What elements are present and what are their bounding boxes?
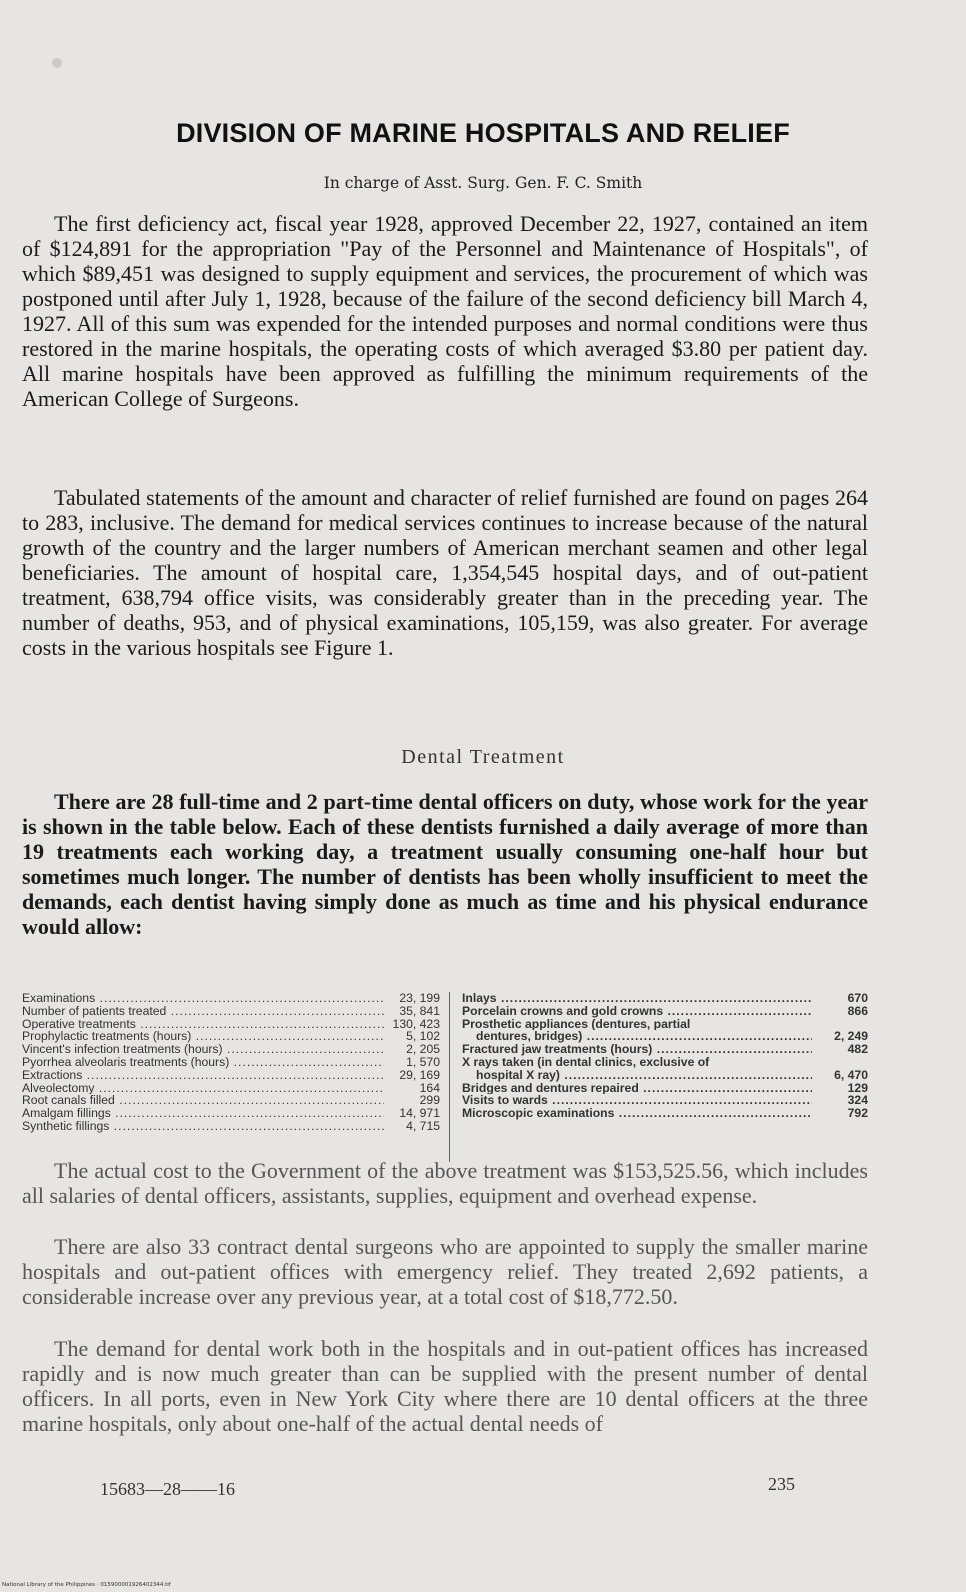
row-label: Bridges and dentures repaired ..... [462, 1082, 812, 1095]
row-label: Vincent's infection treatments (hours) ..... [22, 1043, 384, 1056]
row-value: 164 [419, 1080, 440, 1095]
page-subtitle: In charge of Asst. Surg. Gen. F. C. Smith [323, 174, 643, 192]
paragraph-relief-statistics: Tabulated statements of the amount and character of relief furnished are found on pages 264 to 283, inclusive. The demand for medical services continues to increase because of the natural growth of the country and the larger numbers of American merchant seamen and other legal beneficiaries. The amount of hospital care, 1,354,545 hospital days, and of out-patient treatment, 638,794 office visits, was considerably greater than in the preceding year. The number of deaths, 953, and of physical examinations, 105,159, was also greater. For average costs in the various hospitals see Figure 1. [22, 485, 868, 660]
row-value: 5, 102 [406, 1029, 440, 1044]
table-row [22, 1056, 440, 1069]
row-value: 324 [847, 1093, 868, 1108]
table-row [462, 1043, 868, 1056]
table-row [462, 992, 868, 1005]
paragraph-contract-surgeons: There are also 33 contract dental surgeons who are appointed to supply the smaller marine hospitals and out-patient offices with emergency relief. They treated 2,692 patients, a considerable increase over any previous year, at a total cost of $18,772.50. [22, 1234, 868, 1309]
table-row [462, 1107, 868, 1120]
row-label: Amalgam fillings ..... [22, 1107, 384, 1120]
table-row [22, 992, 440, 1005]
row-label: Root canals filled ..... [22, 1094, 384, 1107]
row-label: Extractions ..... [22, 1069, 384, 1082]
table-row [22, 1107, 440, 1120]
row-label: Fractured jaw treatments (hours) ..... [462, 1043, 812, 1056]
row-label: Alveolectomy ..... [22, 1082, 384, 1095]
row-value: 2, 205 [406, 1042, 440, 1057]
row-label: Prosthetic appliances (dentures, partial [462, 1017, 691, 1031]
table-row [462, 1005, 868, 1018]
paragraph-dental-officers: There are 28 full-time and 2 part-time dental officers on duty, whose work for the year is shown in the table below. Each of these dentists furnished a daily average of more than 19 treatments each working day, a treatment usually consuming one-half hour but sometimes much longer. The number of dentists has been wholly insufficient to meet the demands, each dentist having simply done as much as time and his physical endurance would allow: [22, 789, 868, 939]
row-label: Synthetic fillings ..... [22, 1120, 384, 1133]
row-label: Examinations ..... [22, 992, 384, 1005]
paragraph-deficiency-act: The first deficiency act, fiscal year 1928, approved December 22, 1927, contained an item of $124,891 for the appropriation "Pay of the Personnel and Maintenance of Hospitals", of which $89,451 was designed to supply equipment and services, the procurement of which was postponed until after July 1, 1928, because of the failure of the second deficiency bill March 4, 1927. All of this sum was expended for the intended purposes and normal conditions were thus restored in the marine hospitals, the operating costs of which averaged $3.80 per patient day. All marine hospitals have been approved as fulfilling the minimum requirements of the American College of Surgeons. [22, 211, 868, 411]
row-value: 129 [847, 1080, 868, 1095]
table-row [22, 1082, 440, 1095]
row-value: 29, 169 [399, 1067, 440, 1082]
row-label: dentures, bridges) ..... [462, 1030, 812, 1043]
table-row [462, 1069, 868, 1082]
row-value: 130, 423 [392, 1016, 440, 1031]
row-label: Microscopic examinations ..... [462, 1107, 812, 1120]
dental-table-left [22, 992, 440, 1133]
row-label: X rays taken (in dental clinics, exclusive of [462, 1055, 710, 1069]
table-row [22, 1094, 440, 1107]
row-label: Number of patients treated ..... [22, 1005, 384, 1018]
paragraph-dental-demand: The demand for dental work both in the hospitals and in out-patient offices has increased rapidly and is now much greater than can be supplied with the present number of dental officers. In all ports, even in New York City where there are 10 dental officers at the three marine hospitals, only about one-half of the actual dental needs of [22, 1336, 868, 1436]
row-value: 6, 470 [834, 1067, 868, 1082]
table-row [22, 1018, 440, 1031]
row-value: 14, 971 [399, 1106, 440, 1121]
page-title: DIVISION OF MARINE HOSPITALS AND RELIEF [176, 118, 790, 148]
dental-table-right [462, 992, 868, 1120]
printer-signature: 15683—28——16 [100, 1479, 235, 1499]
table-row [462, 1056, 868, 1069]
row-label: Visits to wards ..... [462, 1094, 812, 1107]
page-number: 235 [768, 1474, 795, 1494]
row-value: 2, 249 [834, 1029, 868, 1044]
table-row [22, 1120, 440, 1133]
row-label: Pyorrhea alveolaris treatments (hours) ..... [22, 1056, 384, 1069]
row-value: 670 [847, 991, 868, 1005]
table-row [462, 1018, 868, 1031]
row-value: 792 [847, 1106, 868, 1121]
table-row [462, 1082, 868, 1095]
table-divider [449, 992, 450, 1162]
row-value: 299 [419, 1093, 440, 1108]
paragraph-actual-cost: The actual cost to the Government of the above treatment was $153,525.56, which includes all salaries of dental officers, assistants, supplies, equipment and overhead expense. [22, 1158, 868, 1208]
section-heading-dental-treatment: Dental Treatment [401, 746, 565, 768]
row-value: 482 [847, 1042, 868, 1057]
table-row [22, 1043, 440, 1056]
row-value: 1, 570 [406, 1054, 440, 1069]
table-row [462, 1030, 868, 1043]
row-value: 4, 715 [406, 1118, 440, 1133]
row-label: Porcelain crowns and gold crowns ..... [462, 1005, 812, 1018]
row-label: Operative treatments ..... [22, 1018, 384, 1031]
row-label: Inlays ..... [462, 992, 812, 1005]
row-label: Prophylactic treatments (hours) ..... [22, 1030, 384, 1043]
scan-credit: National Library of the Philippines · 015900001926402344.tif [2, 1582, 171, 1588]
table-row [22, 1030, 440, 1043]
scan-smudge [52, 58, 62, 68]
row-value: 23, 199 [399, 991, 440, 1005]
table-row [22, 1005, 440, 1018]
table-row [462, 1094, 868, 1107]
table-row [22, 1069, 440, 1082]
row-label: hospital X ray) ..... [462, 1069, 812, 1082]
row-value: 35, 841 [399, 1003, 440, 1018]
row-value: 866 [847, 1003, 868, 1018]
